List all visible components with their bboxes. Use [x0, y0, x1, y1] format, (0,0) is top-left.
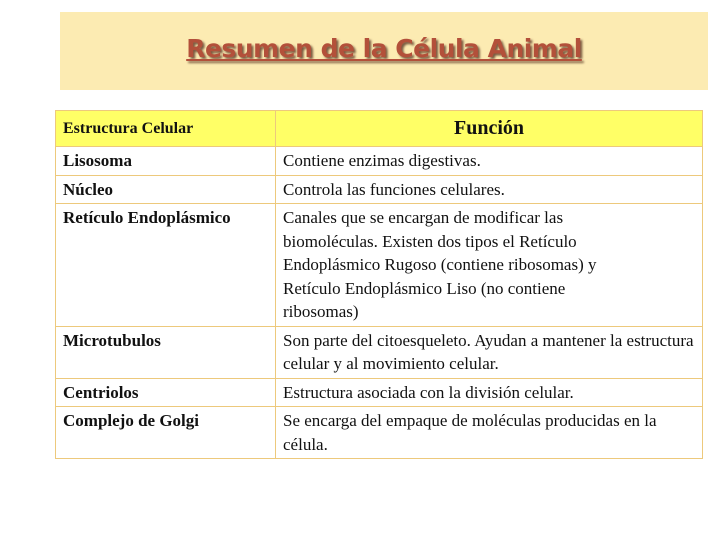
table-row [56, 326, 703, 378]
header-estructura: Estructura Celular [56, 111, 276, 147]
cell-structure-table [55, 110, 703, 459]
structure-name: Retículo Endoplásmico [56, 204, 276, 327]
structure-function: Controla las funciones celulares. [276, 175, 703, 204]
table-row [56, 378, 703, 407]
structure-name: Lisosoma [56, 147, 276, 176]
structure-function: Son parte del citoesqueleto. Ayudan a mantener la estructura celular y al movimiento celular. [276, 326, 703, 378]
slide-title: Resumen de la Célula Animal [186, 34, 582, 63]
title-banner [60, 12, 708, 90]
table-header-row [56, 111, 703, 147]
structure-name: Centriolos [56, 378, 276, 407]
table-row [56, 147, 703, 176]
structure-function: Estructura asociada con la división celular. [276, 378, 703, 407]
structure-function: Contiene enzimas digestivas. [276, 147, 703, 176]
structure-name: Núcleo [56, 175, 276, 204]
header-funcion: Función [276, 111, 703, 147]
table-row [56, 407, 703, 459]
table-row [56, 204, 703, 327]
structure-function: Canales que se encargan de modificar las biomoléculas. Existen dos tipos el Retículo Endoplásmico Rugoso (contiene ribosomas) y Retículo Endoplásmico Liso (no contiene ribosomas) [276, 204, 703, 327]
structure-name: Microtubulos [56, 326, 276, 378]
table-row [56, 175, 703, 204]
structure-function: Se encarga del empaque de moléculas producidas en la célula. [276, 407, 703, 459]
structure-name: Complejo de Golgi [56, 407, 276, 459]
